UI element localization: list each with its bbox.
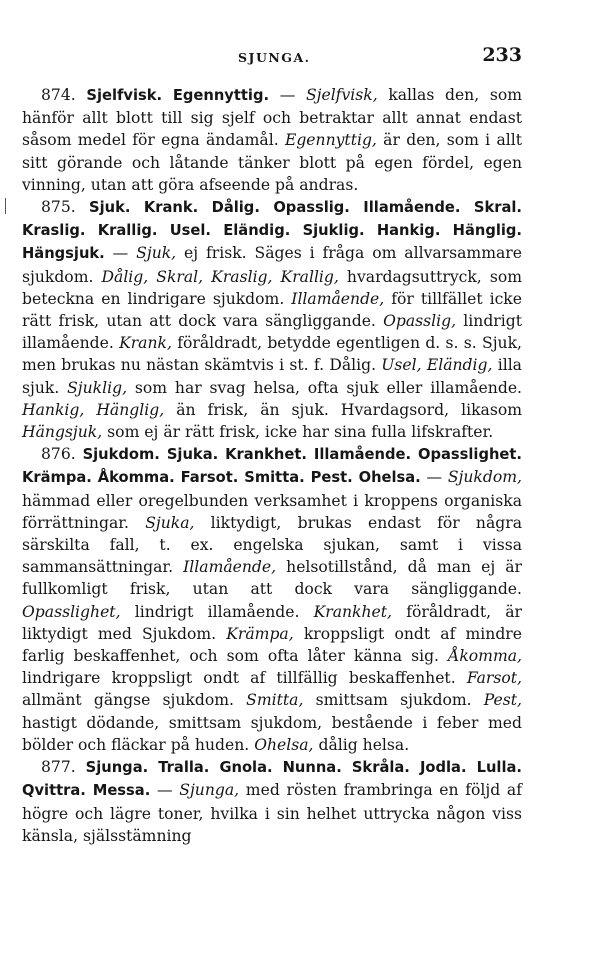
page-number: 233 <box>482 44 522 66</box>
defined-term: Krämpa, <box>226 624 294 643</box>
defined-term: Farsot, <box>466 669 522 688</box>
defined-term: Usel, Eländig, <box>381 356 493 375</box>
page-header <box>22 44 522 74</box>
defined-term: Sjunga, <box>179 781 240 800</box>
defined-term: Hängsjuk, <box>22 423 103 442</box>
defined-term: Sjuka, <box>145 513 195 532</box>
entry-headwords: Sjunga. Tralla. Gnola. Nunna. Skråla. Jodla. Lulla. Qvittra. Messa. <box>22 759 522 800</box>
defined-term: Smitta, <box>246 691 304 710</box>
definition-text: lindrigare kroppsligt ondt af tillfällig beskaffenhet. <box>22 669 467 688</box>
definition-text: som ej är rätt frisk, icke har sina fulla lifskrafter. <box>102 423 494 442</box>
defined-term: Krank, <box>119 334 172 353</box>
definition-text: helsotillstånd, då man ej är fullkomligt frisk, utan att dock vara sängliggande. <box>22 558 522 599</box>
definition-text: för tillfället icke rätt frisk, utan att dock vara sängliggande. <box>22 289 522 331</box>
definition-text: föråldradt, betydde egentligen d. s. s. Sjuk, men brukas nu nästan skämtvis i st. f. Dålig. <box>22 334 522 375</box>
definition-text: lindrigt illamående. <box>22 312 523 353</box>
definition-text: smittsam sjukdom. <box>303 691 484 710</box>
entry-text <box>22 468 522 753</box>
defined-term: Illamående, <box>291 289 385 308</box>
definition-text: liktydigt, brukas endast för några särskilta fall, t. ex. engelska sjukan, samt i vissa sammansättningar. <box>22 513 522 577</box>
definition-text: kroppsligt ondt af mindre farlig beskaffenhet, och som ofta låter känna sig. <box>22 624 522 666</box>
entry-877 <box>22 756 522 847</box>
definition-text: — <box>104 244 137 263</box>
defined-term: Opasslighet, <box>22 602 121 621</box>
entry-number: 875. <box>41 198 76 217</box>
definition-text: hastigt dödande, smittsam sjukdom, bestående i feber med bölder och fläckar på huden. <box>22 713 522 754</box>
definition-text: allmänt gängse sjukdom. <box>22 691 247 710</box>
definition-text: — <box>150 781 180 800</box>
definition-text: med rösten frambringa en följd af högre och lägre toner, hvilka i sin helhet uttrycka någon viss känsla, själsstämning <box>22 781 522 845</box>
defined-term: Sjukdom, <box>447 468 522 487</box>
definition-text: ej frisk. Säges i fråga om allvarsammare sjukdom. <box>22 244 522 286</box>
entry-headwords: Sjelfvisk. Egennyttig. <box>86 87 270 104</box>
defined-term: Krankhet, <box>313 602 392 621</box>
defined-term: Pest, <box>483 691 522 710</box>
definition-text: hvardagsuttryck, som beteckna en lindrigare sjukdom. <box>22 267 523 308</box>
defined-term: Illamående, <box>183 558 277 577</box>
defined-term: Egennyttig, <box>284 131 377 150</box>
entry-headwords: Sjuk. Krank. Dålig. Opasslig. Illamående. Skral. Kraslig. Krallig. Usel. Eländig. Sjuklig. Hankig. Hänglig. Hängsjuk. <box>22 199 522 263</box>
defined-term: Sjelfvisk, <box>305 86 378 104</box>
definition-text: föråldradt, är liktydigt med Sjukdom. <box>22 602 522 643</box>
definition-text: är den, som i allt sitt görande och låtande tänker blott på egen fördel, egen vinning, utan att göra afseende på andras. <box>22 131 522 194</box>
entry-874 <box>22 84 522 196</box>
definition-text: lindrigt illamående. <box>120 602 314 621</box>
margin-mark <box>5 198 6 214</box>
defined-term: Ohelsa, <box>254 735 314 754</box>
defined-term: Sjuklig, <box>67 378 128 397</box>
entry-headwords: Sjukdom. Sjuka. Krankhet. Illamående. Opasslighet. Krämpa. Åkomma. Farsot. Smitta. Pest. Ohelsa. <box>22 446 522 487</box>
entry-876 <box>22 443 522 756</box>
entry-number: 876. <box>41 445 76 464</box>
definition-text: kallas den, som hänför allt blott till sig sjelf och betraktar allt annat endast såsom medel för egna ändamål. <box>22 86 523 150</box>
defined-term: Åkomma, <box>448 647 522 666</box>
running-title: SJUNGA. <box>238 50 311 65</box>
definition-text: dålig helsa. <box>313 735 410 754</box>
definition-text: som har svag helsa, ofta sjuk eller illamående. <box>127 378 522 397</box>
defined-term: Sjuk, <box>136 244 177 263</box>
definition-text: — <box>269 86 306 104</box>
page-body <box>22 84 522 847</box>
defined-term: Dålig, Skral, Kraslig, Krallig, <box>101 267 339 286</box>
entry-number: 877. <box>41 758 76 777</box>
entry-number: 874. <box>41 86 76 104</box>
definition-text: illa sjuk. <box>22 356 522 397</box>
defined-term: Opasslig, <box>383 312 457 331</box>
defined-term: Hankig, Hänglig, <box>22 400 165 419</box>
definition-text: än frisk, än sjuk. Hvardagsord, likasom <box>164 400 522 419</box>
definition-text: — <box>420 468 448 487</box>
definition-text: hämmad eller oregelbunden verksamhet i kroppens organiska förrättningar. <box>22 491 522 532</box>
entry-text <box>22 244 522 441</box>
entry-875 <box>22 196 522 443</box>
